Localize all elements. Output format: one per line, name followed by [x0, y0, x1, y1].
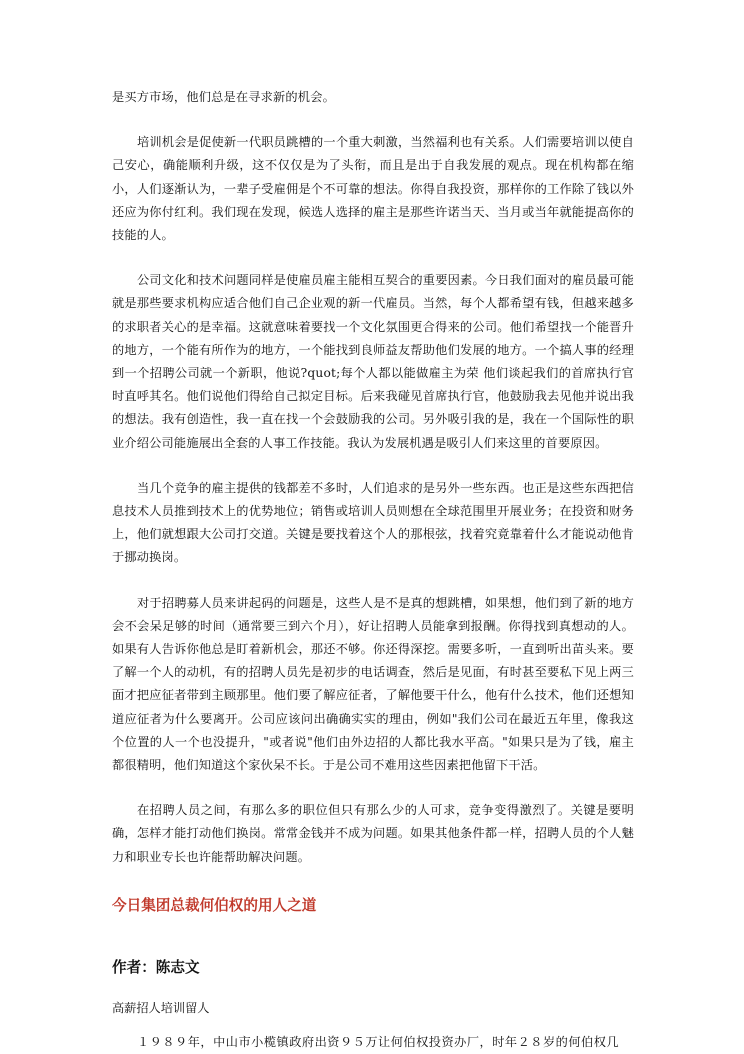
- paragraph-recruiters: 对于招聘募人员来讲起码的问题是，这些人是不是真的想跳槽，如果想，他们到了新的地方会不会呆足够的时间（通常要三到六个月），好让招聘人员能拿到报酬。你得找到真想动的人。如果有人告诉你他总是盯着新机会，那还不够。你还得深挖。需要多听，一直到听出苗头来。要了解一个人的动机，有的招聘人员先是初步的电话调查，然后是见面，有时甚至要私下见上两三面才把应征者带到主顾那里。他们要了解应征者，了解他要干什么，他有什么技术，他们还想知道应征者为什么要离开。公司应该问出确确实实的理由，例如"我们公司在最近五年里，像我这个位置的人一个也没提升，"或者说"他们由外边招的人都比我水平高。"如果只是为了钱，雇主都很精明，他们知道这个家伙呆不长。于是公司不难用这些因素把他留下干活。: [112, 595, 634, 773]
- paragraph-culture: 公司文化和技术问题同样是使雇员雇主能相互契合的重要因素。今日我们面对的雇员最可能就是那些要求机构应适合他们自己企业观的新一代雇员。当然，每个人都希望有钱，但越来越多的求职者关心的是幸福。这就意味着要找一个文化氛围更合得来的公司。他们希望找一个能晋升的地方，一个能有所作为的地方，一个能找到良师益友帮助他们发展的地方。一个搞人事的经理到一个招聘公司就一个新职，他说?quot;每个人都以能做雇主为荣 他们谈起我们的首席执行官时直呼其名。他们说他们得给自己拟定目标。后来我碰见首席执行官，他鼓励我去见他并说出我的想法。我有创造性，我一直在找一个会鼓励我的公司。另外吸引我的是，我在一个国际性的职业介绍公司能施展出全套的人事工作技能。我认为发展机遇是吸引人们来这里的首要原因。: [112, 273, 634, 450]
- paragraph-training: 培训机会是促使新一代职员跳槽的一个重大刺激，当然福利也有关系。人们需要培训以使自己安心，确能顺利升级，这不仅仅是为了头衔，而且是出于自我发展的观点。现在机构都在缩小，人们逐渐认为，一辈子受雇佣是个不可靠的想法。你得自我投资，那样你的工作除了钱以外还应为你付红利。我们现在发现，候选人选择的雇主是那些许诺当天、当月或当年就能提高你的技能的人。: [112, 135, 634, 243]
- paragraph-continued: 是买方市场，他们总是在寻求新的机会。: [112, 90, 335, 104]
- paragraph-competition: 当几个竞争的雇主提供的钱都差不多时，人们追求的是另外一些东西。也正是这些东西把信息技术人员推到技术上的优势地位；销售或培训人员则想在全球范围里开展业务；在投资和财务上，他们就想跟大公司打交道。关键是要找着这个人的那根弦，找着究竟靠着什么才能说动他肯于挪动换岗。: [112, 480, 634, 565]
- article-subheading: 高薪招人培训留人: [112, 1000, 210, 1015]
- article-title: 今日集团总裁何伯权的用人之道: [112, 896, 317, 914]
- article-first-line: １９８９年，中山市小榄镇政府出资９５万让何伯权投资办厂，时年２８岁的何伯权几: [137, 1034, 620, 1049]
- article-author: 作者：陈志文: [112, 958, 200, 976]
- document-page: [112, 86, 634, 1054]
- paragraph-conclusion: 在招聘人员之间，有那么多的职位但只有那么少的人可求，竞争变得激烈了。关键是要明确，怎样才能打动他们换岗。常常金钱并不成为问题。如果其他条件都一样，招聘人员的个人魅力和职业专长也许能帮助解决问题。: [112, 803, 634, 864]
